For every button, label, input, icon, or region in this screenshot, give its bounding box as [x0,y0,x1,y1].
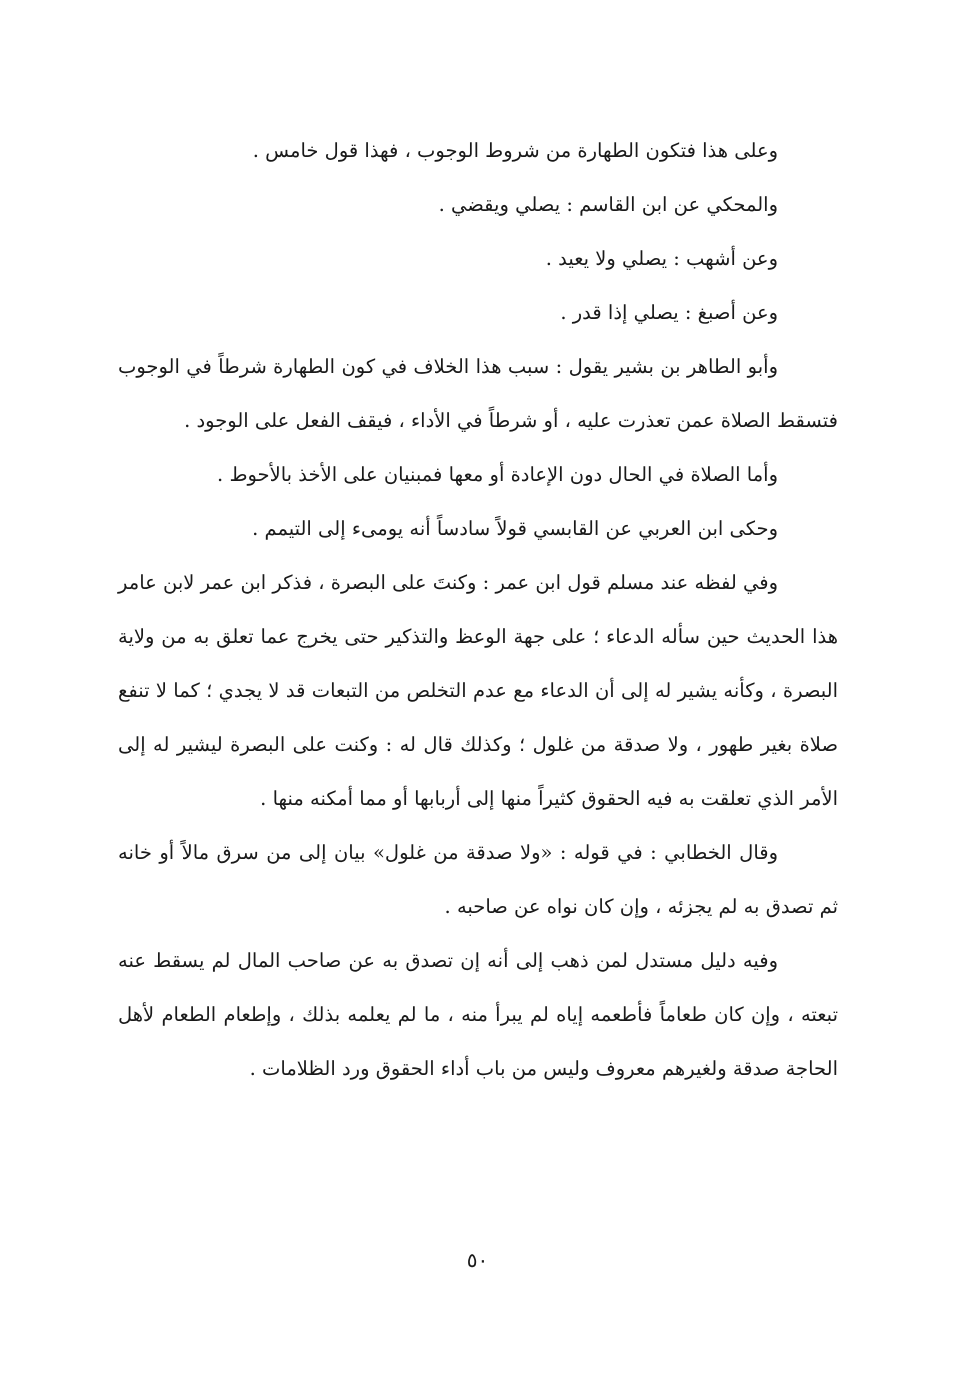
paragraph: وعلى هذا فتكون الطهارة من شروط الوجوب ، فهذا قول خامس . [252,139,778,162]
paragraph: وقال الخطابي : في قوله : «ولا صدقة من غلول» بيان إلى من سرق مالاً أو خانه ثم تصدق به لم يجزئه ، وإن كان نواه عن صاحبه . [118,841,838,918]
paragraph: والمحكي عن ابن القاسم : يصلي ويقضي . [438,193,778,216]
paragraph: وعن أصبغ : يصلي إذا قدر . [560,301,778,324]
paragraph: وعن أشهب : يصلي ولا يعيد . [545,247,778,270]
paragraph: وحكى ابن العربي عن القابسي قولاً سادساً أنه يومىء إلى التيمم . [252,517,778,540]
paragraph: وفيه دليل مستدل لمن ذهب إلى أنه إن تصدق به عن صاحب المال لم يسقط عنه تبعته ، وإن كان طعاماً فأطعمه إياه لم يبرأ منه ، ما لم يعلمه بذلك ، وإطعام الطعام لأهل الحاجة صدقة ولغيرهم معروف وليس من باب أداء الحقوق ورد الظلامات . [118,949,838,1080]
page-number: ٥٠ [466,1248,489,1272]
body-text [118,124,838,1096]
paragraph: وأما الصلاة في الحال دون الإعادة أو معها فمبنيان على الأخذ بالأحوط . [217,463,778,486]
paragraph: وأبو الطاهر بن بشير يقول : سبب هذا الخلاف في كون الطهارة شرطاً في الوجوب فتسقط الصلاة عمن تعذرت عليه ، أو شرطاً في الأداء ، فيقف الفعل على الوجود . [118,355,838,432]
paragraph: وفي لفظه عند مسلم قول ابن عمر : وكنتَ على البصرة ، فذكر ابن عمر لابن عامر هذا الحديث حين سأله الدعاء ؛ على جهة الوعظ والتذكير حتى يخرج عما تعلق به من ولاية البصرة ، وكأنه يشير له إلى أن الدعاء مع عدم التخلص من التبعات قد لا يجدي ؛ كما لا تنفع صلاة بغير طهور ، ولا صدقة من غلول ؛ وكذلك قال له : وكنت على البصرة ليشير له إلى الأمر الذي تعلقت به فيه الحقوق كثيراً منها إلى أربابها أو مما أمكنه منها . [118,571,838,810]
